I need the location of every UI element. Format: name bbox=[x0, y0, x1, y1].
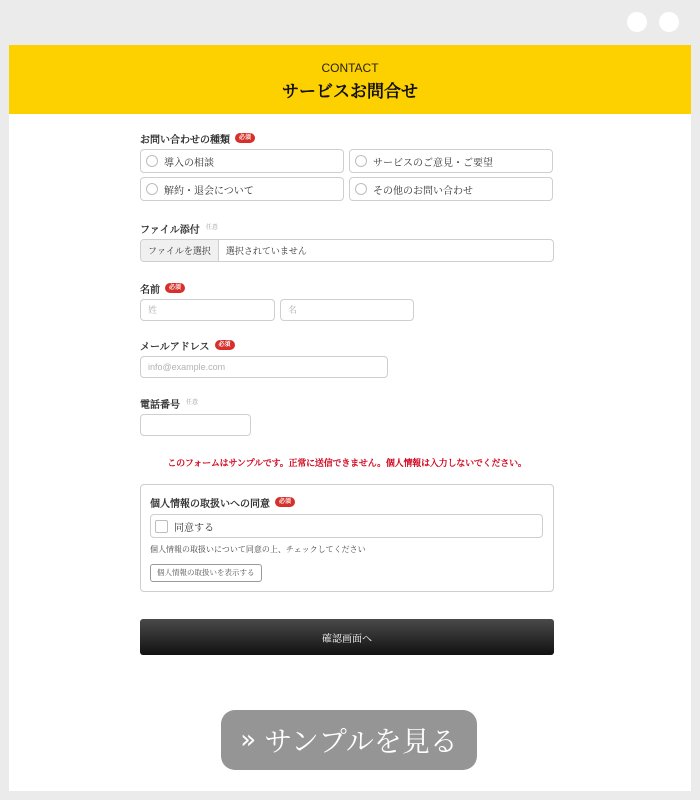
inquiry-option-label: その他のお問い合わせ bbox=[373, 185, 473, 197]
consent-label: 個人情報の取扱いへの同意 bbox=[150, 498, 270, 510]
sample-warning: このフォームはサンプルです。正常に送信できません。個人情報は入力しないでください。 bbox=[167, 459, 527, 469]
required-badge: 必須 bbox=[235, 133, 255, 143]
name-label: 名前 bbox=[140, 284, 160, 296]
file-status: 選択されていません bbox=[225, 247, 307, 257]
last-name-input[interactable] bbox=[140, 299, 275, 321]
choose-file-button[interactable]: ファイルを選択 bbox=[141, 240, 219, 261]
inquiry-label-row bbox=[140, 130, 554, 146]
consent-label-row bbox=[150, 494, 543, 510]
window-dot-icon bbox=[627, 12, 647, 32]
consent-section bbox=[140, 484, 554, 592]
phone-label: 電話番号 bbox=[140, 399, 180, 411]
inquiry-option-cancellation[interactable] bbox=[140, 177, 344, 201]
inquiry-section bbox=[140, 130, 554, 201]
inquiry-option-feedback[interactable] bbox=[349, 149, 553, 173]
optional-badge: 任意 bbox=[205, 224, 218, 231]
phone-input[interactable] bbox=[140, 414, 251, 436]
consent-checkbox-label: 同意する bbox=[174, 522, 214, 534]
email-input[interactable] bbox=[140, 356, 388, 378]
checkbox-icon[interactable] bbox=[155, 520, 168, 533]
name-label-row bbox=[140, 280, 554, 296]
email-label-row bbox=[140, 337, 554, 353]
radio-icon[interactable] bbox=[146, 183, 158, 195]
contact-page bbox=[9, 45, 691, 791]
required-badge: 必須 bbox=[275, 497, 295, 507]
view-sample-label: サンプルを見る bbox=[264, 725, 458, 758]
radio-icon[interactable] bbox=[355, 183, 367, 195]
page-header bbox=[9, 45, 691, 114]
file-label: ファイル添付 bbox=[140, 224, 200, 236]
file-input[interactable] bbox=[140, 239, 554, 262]
consent-note: 個人情報の取扱いについて同意の上、チェックしてください bbox=[150, 545, 366, 554]
header-subtitle: CONTACT bbox=[321, 61, 379, 75]
email-section bbox=[140, 337, 554, 378]
first-name-input[interactable] bbox=[280, 299, 414, 321]
phone-section bbox=[140, 395, 554, 436]
double-chevron-icon: » bbox=[240, 725, 257, 755]
inquiry-label: お問い合わせの種類 bbox=[140, 134, 230, 146]
file-section bbox=[140, 220, 554, 262]
name-fields bbox=[140, 299, 554, 321]
required-badge: 必須 bbox=[165, 283, 185, 293]
page-title: サービスお問合せ bbox=[282, 82, 418, 102]
view-sample-button[interactable] bbox=[221, 710, 477, 770]
show-privacy-policy-button[interactable]: 個人情報の取扱いを表示する bbox=[150, 564, 262, 582]
radio-icon[interactable] bbox=[355, 155, 367, 167]
consent-checkbox-row[interactable] bbox=[150, 514, 543, 538]
inquiry-option-label: 導入の相談 bbox=[164, 157, 214, 169]
required-badge: 必須 bbox=[215, 340, 235, 350]
radio-icon[interactable] bbox=[146, 155, 158, 167]
inquiry-option-label: 解約・退会について bbox=[164, 185, 254, 197]
name-section bbox=[140, 280, 554, 321]
confirm-button-label: 確認画面へ bbox=[322, 633, 372, 645]
window-dot-icon bbox=[659, 12, 679, 32]
optional-badge: 任意 bbox=[186, 399, 199, 406]
inquiry-option-label: サービスのご意見・ご要望 bbox=[373, 157, 493, 169]
inquiry-option-other[interactable] bbox=[349, 177, 553, 201]
contact-form bbox=[140, 114, 554, 655]
confirm-button[interactable] bbox=[140, 619, 554, 655]
phone-label-row bbox=[140, 395, 554, 411]
file-label-row bbox=[140, 220, 554, 236]
email-label: メールアドレス bbox=[140, 341, 210, 353]
inquiry-options bbox=[140, 149, 554, 201]
inquiry-option-consultation[interactable] bbox=[140, 149, 344, 173]
